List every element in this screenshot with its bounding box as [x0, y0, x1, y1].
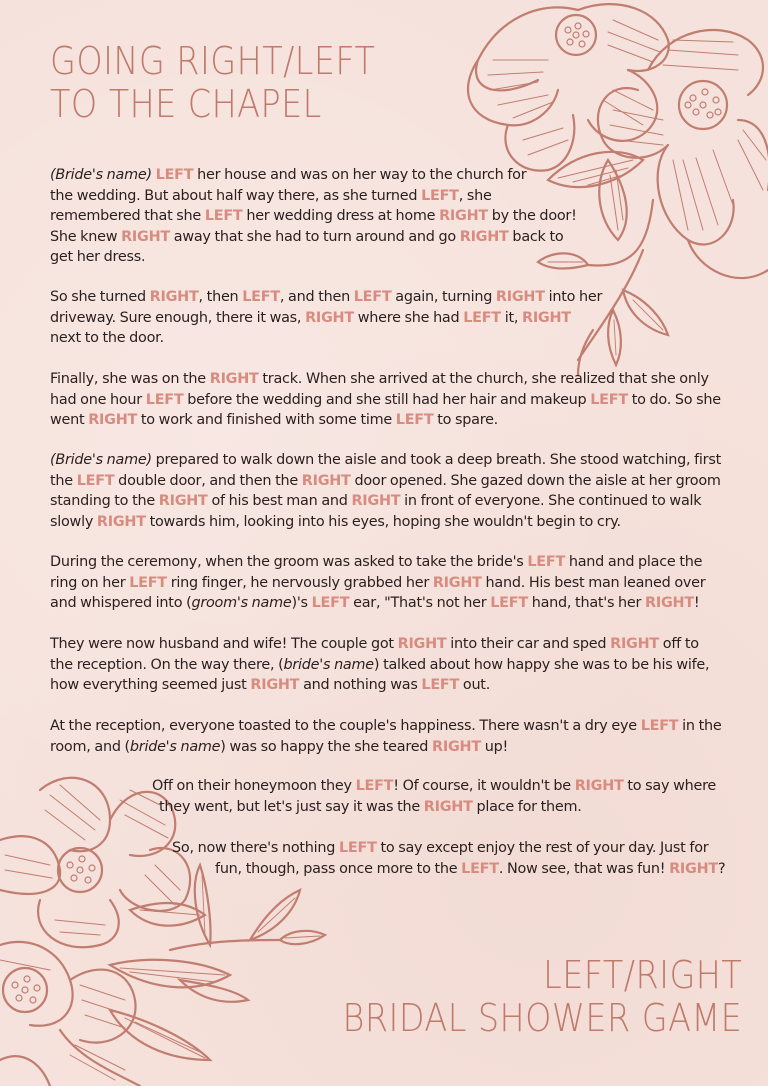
story-text: place for them.	[472, 798, 582, 815]
story-text: , and then	[279, 289, 354, 305]
direction-word: RIGHT	[250, 677, 300, 693]
story-line	[50, 328, 602, 349]
story-line	[50, 206, 577, 227]
direction-word: LEFT	[338, 840, 377, 856]
story-paragraph	[50, 287, 602, 349]
story-text: standing to the	[50, 493, 159, 509]
story-text: driveway. Sure enough, there it was,	[50, 309, 306, 326]
story-text: by the door!	[487, 208, 577, 224]
story-text: out.	[459, 677, 491, 693]
direction-word: LEFT	[76, 472, 115, 489]
story-line	[50, 675, 709, 696]
story-text: the wedding. But about half way there, as she turned	[50, 187, 422, 204]
subtitle-line-2: BRIDAL SHOWER GAME	[342, 995, 742, 1040]
story-text: hand, that's her	[527, 595, 646, 611]
story-text: remembered that she	[50, 208, 205, 224]
story-line	[50, 573, 705, 594]
story-text: ring on her	[50, 574, 130, 591]
direction-word: LEFT	[395, 412, 434, 428]
story-text: up!	[480, 738, 508, 755]
story-line	[50, 593, 705, 614]
story-text: ?	[717, 860, 726, 877]
story-line	[172, 838, 725, 859]
story-text: and whispered into (	[50, 595, 192, 611]
story-line	[50, 247, 577, 268]
story-text: track. When she arrived at the church, she realized that she only	[258, 371, 709, 387]
story-text: her wedding dress at home	[242, 208, 440, 224]
story-line	[50, 655, 709, 676]
story-text: !	[693, 595, 700, 611]
story-line	[50, 471, 721, 492]
direction-word: RIGHT	[522, 309, 571, 326]
story-line	[152, 797, 716, 818]
name-placeholder: (Bride's name)	[50, 167, 152, 183]
story-line	[50, 491, 721, 512]
story-paragraph	[152, 776, 716, 817]
direction-word: LEFT	[461, 860, 499, 877]
story-text: before the wedding and she still had her hair and makeup	[183, 391, 591, 408]
story-text: next to the door.	[50, 330, 164, 346]
story-text: get her dress.	[50, 249, 146, 265]
direction-word: LEFT	[421, 187, 459, 204]
story-text: prepared to walk down the aisle and took a deep breath. She stood watching, first	[151, 452, 721, 468]
story-text: off to	[658, 636, 699, 652]
story-text: ear, "That's not her	[349, 595, 491, 611]
story-text: slowly	[50, 513, 97, 530]
story-text: At the reception, everyone toasted to the couple's happiness. There wasn't a dry eye	[50, 718, 641, 734]
story-paragraph	[50, 552, 705, 614]
story-paragraph	[50, 369, 721, 431]
story-text: During the ceremony, when the groom was asked to take the bride's	[50, 554, 528, 570]
story-line	[172, 859, 725, 880]
story-text: of his best man and	[207, 493, 352, 509]
direction-word: LEFT	[145, 391, 184, 408]
story-text: back to	[508, 228, 564, 245]
story-text: away that she had to turn around and go	[169, 228, 460, 245]
story-text: They were now husband and wife! The couple got	[50, 636, 398, 652]
direction-word: LEFT	[355, 778, 394, 794]
story-text: , then	[198, 289, 243, 305]
direction-word: RIGHT	[96, 513, 146, 530]
story-text: She knew	[50, 228, 122, 245]
story-text: into her	[544, 289, 603, 305]
story-text: towards him, looking into his eyes, hoping she wouldn't begin to cry.	[145, 513, 621, 530]
story-text: hand. His best man leaned over	[481, 574, 706, 591]
direction-word: RIGHT	[574, 778, 624, 794]
direction-word: LEFT	[590, 391, 628, 408]
story-text: Finally, she was on the	[50, 371, 210, 387]
direction-word: RIGHT	[301, 472, 351, 489]
direction-word: RIGHT	[351, 493, 401, 509]
direction-word: LEFT	[353, 289, 392, 305]
story-line	[50, 410, 721, 431]
story-line	[152, 776, 716, 797]
page-title	[50, 40, 375, 125]
story-text: , she	[458, 187, 492, 204]
direction-word: RIGHT	[645, 595, 694, 611]
direction-word: RIGHT	[149, 289, 199, 305]
story-text: ! Of course, it wouldn't be	[393, 778, 575, 794]
title-line-1: GOING RIGHT/LEFT	[50, 39, 376, 83]
direction-word: LEFT	[204, 208, 243, 224]
story-text: to spare.	[433, 412, 499, 428]
story-text: into their car and sped	[446, 636, 611, 652]
story-line	[50, 165, 577, 186]
direction-word: LEFT	[129, 574, 167, 591]
story-paragraph	[50, 450, 721, 532]
story-paragraph	[50, 165, 577, 268]
story-line	[50, 390, 721, 411]
story-paragraph	[50, 634, 709, 696]
story-text: in the	[678, 718, 722, 734]
direction-word: RIGHT	[439, 208, 488, 224]
story-line	[50, 634, 709, 655]
story-line	[50, 369, 721, 390]
story-text: to do. So she	[627, 391, 721, 408]
story-text: to say where	[623, 778, 717, 794]
direction-word: RIGHT	[432, 738, 481, 755]
direction-word: LEFT	[490, 595, 528, 611]
story-text: to work and finished with some time	[137, 412, 396, 428]
story-text: they went, but let's just say it was the	[159, 798, 424, 815]
direction-word: LEFT	[242, 289, 280, 305]
name-placeholder: (Bride's name)	[50, 452, 152, 468]
story-text: )'s	[291, 595, 312, 611]
story-text: door opened. She gazed down the aisle at her groom	[350, 472, 721, 489]
story-text: her house and was on her way to the church for	[193, 167, 527, 183]
story-paragraph	[172, 838, 725, 879]
story-line	[50, 512, 721, 533]
story-text: ) talked about how happy she was to be his wife,	[373, 656, 710, 673]
story-paragraph	[50, 716, 721, 757]
story-line	[50, 450, 721, 471]
subtitle	[342, 954, 742, 1039]
direction-word: LEFT	[640, 718, 679, 734]
story-text: in front of everyone. She continued to walk	[400, 493, 702, 509]
story-line	[50, 227, 577, 248]
direction-word: LEFT	[421, 677, 460, 693]
story-text: to say except enjoy the rest of your day. Just for	[376, 840, 709, 856]
direction-word: RIGHT	[459, 228, 509, 245]
story-line	[50, 308, 602, 329]
story-text: the	[50, 472, 77, 489]
name-placeholder: bride's name	[129, 738, 221, 755]
direction-word: RIGHT	[495, 289, 545, 305]
story-text: So, now there's nothing	[172, 840, 339, 856]
story-text: the reception. On the way there, (	[50, 656, 284, 673]
direction-word: RIGHT	[432, 574, 482, 591]
direction-word: RIGHT	[610, 636, 659, 652]
story-text: fun, though, pass once more to the	[215, 860, 462, 877]
story-text: double door, and then the	[114, 472, 302, 489]
direction-word: LEFT	[311, 595, 350, 611]
name-placeholder: bride's name	[283, 656, 374, 673]
direction-word: LEFT	[527, 554, 566, 570]
direction-word: RIGHT	[158, 493, 208, 509]
story-line	[50, 716, 721, 737]
story-text: it,	[500, 309, 522, 326]
direction-word: RIGHT	[209, 371, 259, 387]
story-line	[50, 552, 705, 573]
story-text: ) was so happy the she teared	[220, 738, 433, 755]
story-text: So she turned	[50, 289, 150, 305]
story-line	[50, 186, 577, 207]
story-line	[50, 287, 602, 308]
story-text: again, turning	[391, 289, 496, 305]
story-text: . Now see, that was fun!	[498, 860, 670, 877]
direction-word: RIGHT	[423, 798, 473, 815]
subtitle-line-1: LEFT/RIGHT	[542, 953, 742, 997]
direction-word: RIGHT	[121, 228, 170, 245]
story-text: ring finger, he nervously grabbed her	[166, 574, 433, 591]
story-line	[50, 737, 721, 758]
title-line-2: TO THE CHAPEL	[50, 81, 322, 126]
direction-word: RIGHT	[669, 860, 718, 877]
story-text: how everything seemed just	[50, 677, 251, 693]
story-text: Off on their honeymoon they	[152, 778, 356, 794]
story-text: and nothing was	[299, 677, 422, 693]
direction-word: LEFT	[155, 167, 194, 183]
story-text: room, and (	[50, 738, 130, 755]
story-text: where she had	[353, 309, 464, 326]
story-text: went	[50, 412, 89, 428]
story-text: had one hour	[50, 391, 146, 408]
direction-word: LEFT	[463, 309, 501, 326]
direction-word: RIGHT	[88, 412, 138, 428]
direction-word: RIGHT	[397, 636, 447, 652]
name-placeholder: groom's name	[191, 595, 292, 611]
direction-word: RIGHT	[305, 309, 354, 326]
story-text: hand and place the	[565, 554, 703, 570]
